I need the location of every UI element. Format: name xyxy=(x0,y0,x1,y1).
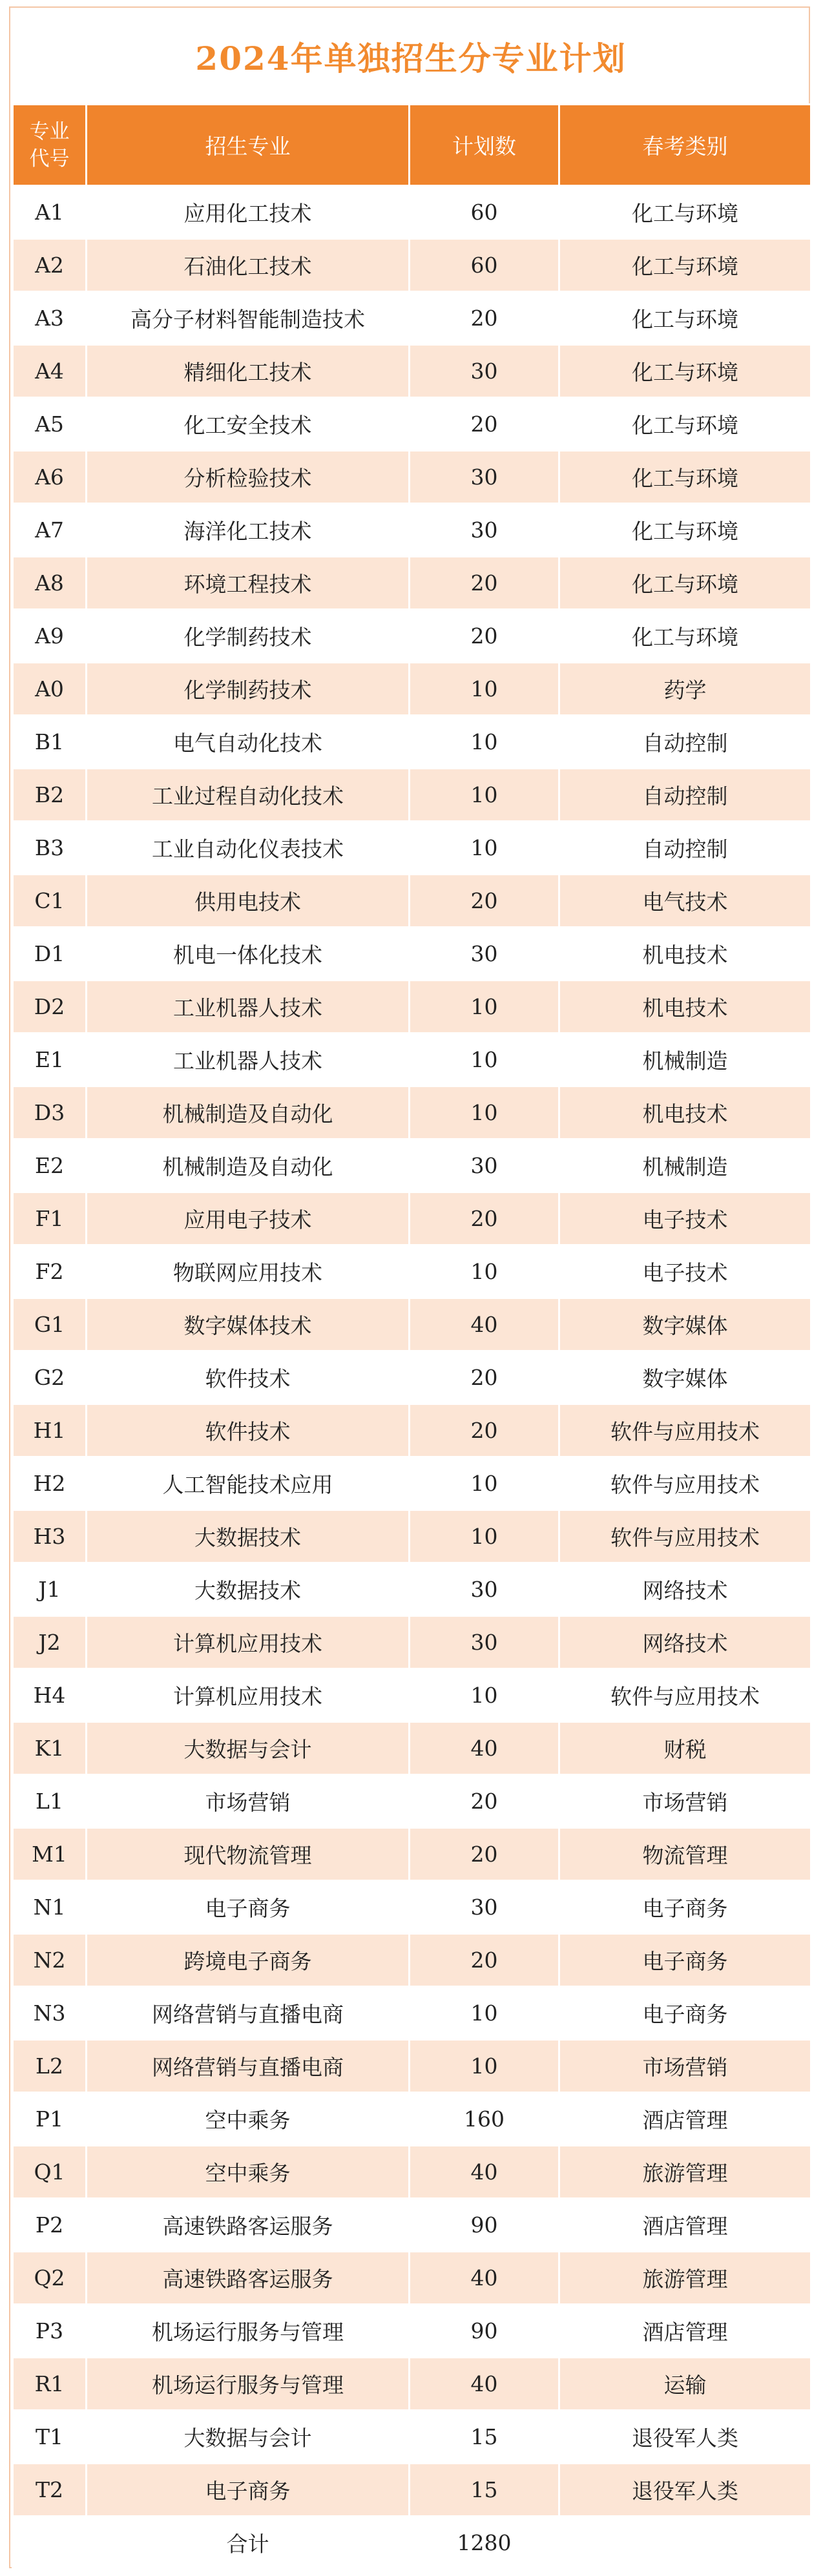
table-row xyxy=(13,1775,811,1828)
cell-category: 旅游管理 xyxy=(559,2146,811,2199)
table-row xyxy=(13,928,811,981)
cell-code: H2 xyxy=(13,1457,87,1510)
cell-code: A7 xyxy=(13,504,87,557)
table-row xyxy=(13,716,811,769)
cell-code: R1 xyxy=(13,2358,87,2411)
table-row xyxy=(13,875,811,928)
table-body xyxy=(13,186,811,2570)
table-row xyxy=(13,1139,811,1192)
cell-category: 酒店管理 xyxy=(559,2199,811,2252)
table-row xyxy=(13,981,811,1034)
cell-count: 10 xyxy=(410,822,559,875)
cell-code: A1 xyxy=(13,186,87,239)
table-row xyxy=(13,1563,811,1616)
table-row xyxy=(13,2252,811,2305)
cell-count: 30 xyxy=(410,1881,559,1934)
header-code xyxy=(13,105,87,186)
cell-count: 30 xyxy=(410,1616,559,1669)
cell-major: 工业机器人技术 xyxy=(87,981,410,1034)
cell-category: 电子商务 xyxy=(559,1881,811,1934)
table-row xyxy=(13,1245,811,1298)
cell-major: 计算机应用技术 xyxy=(87,1669,410,1722)
cell-code: B3 xyxy=(13,822,87,875)
cell-major: 高分子材料智能制造技术 xyxy=(87,292,410,345)
table-row xyxy=(13,822,811,875)
cell-category: 机电技术 xyxy=(559,1086,811,1139)
cell-major: 化学制药技术 xyxy=(87,663,410,716)
cell-major: 工业机器人技术 xyxy=(87,1034,410,1086)
cell-code: D1 xyxy=(13,928,87,981)
cell-count: 10 xyxy=(410,2040,559,2093)
table-row xyxy=(13,1457,811,1510)
cell-major: 市场营销 xyxy=(87,1775,410,1828)
table-row xyxy=(13,1086,811,1139)
cell-category: 自动控制 xyxy=(559,822,811,875)
cell-count: 40 xyxy=(410,2358,559,2411)
cell-category: 电气技术 xyxy=(559,875,811,928)
table-row xyxy=(13,1616,811,1669)
cell-major: 网络营销与直播电商 xyxy=(87,1987,410,2040)
cell-count: 30 xyxy=(410,928,559,981)
cell-category: 软件与应用技术 xyxy=(559,1404,811,1457)
cell-total-label: 合计 xyxy=(87,2517,410,2570)
cell-major: 工业过程自动化技术 xyxy=(87,769,410,822)
header-category: 春考类别 xyxy=(559,105,811,186)
cell-code: G1 xyxy=(13,1298,87,1351)
cell-code: F2 xyxy=(13,1245,87,1298)
cell-category: 化工与环境 xyxy=(559,345,811,398)
cell-category: 数字媒体 xyxy=(559,1351,811,1404)
cell-count: 30 xyxy=(410,345,559,398)
cell-major: 机电一体化技术 xyxy=(87,928,410,981)
cell-category: 软件与应用技术 xyxy=(559,1669,811,1722)
cell-count: 10 xyxy=(410,1669,559,1722)
table-row xyxy=(13,2358,811,2411)
cell-total-empty-end xyxy=(559,2517,811,2570)
cell-count: 20 xyxy=(410,1828,559,1881)
cell-count: 20 xyxy=(410,1404,559,1457)
cell-code: A4 xyxy=(13,345,87,398)
cell-code: Q2 xyxy=(13,2252,87,2305)
cell-code: Q1 xyxy=(13,2146,87,2199)
table-row xyxy=(13,557,811,610)
cell-major: 软件技术 xyxy=(87,1351,410,1404)
header-major: 招生专业 xyxy=(87,105,410,186)
cell-code: P1 xyxy=(13,2093,87,2146)
cell-major: 精细化工技术 xyxy=(87,345,410,398)
cell-count: 30 xyxy=(410,1139,559,1192)
cell-count: 10 xyxy=(410,1245,559,1298)
cell-count: 20 xyxy=(410,610,559,663)
cell-major: 计算机应用技术 xyxy=(87,1616,410,1669)
cell-major: 机场运行服务与管理 xyxy=(87,2305,410,2358)
table-row xyxy=(13,610,811,663)
cell-category: 网络技术 xyxy=(559,1563,811,1616)
cell-category: 化工与环境 xyxy=(559,186,811,239)
cell-major: 海洋化工技术 xyxy=(87,504,410,557)
cell-count: 90 xyxy=(410,2305,559,2358)
cell-count: 40 xyxy=(410,2146,559,2199)
cell-category: 电子商务 xyxy=(559,1934,811,1987)
cell-category: 化工与环境 xyxy=(559,610,811,663)
cell-major: 环境工程技术 xyxy=(87,557,410,610)
table-row xyxy=(13,2411,811,2464)
cell-code: G2 xyxy=(13,1351,87,1404)
table-row xyxy=(13,1669,811,1722)
cell-count: 20 xyxy=(410,1351,559,1404)
cell-count: 40 xyxy=(410,1722,559,1775)
cell-category: 软件与应用技术 xyxy=(559,1457,811,1510)
cell-code: F1 xyxy=(13,1192,87,1245)
cell-code: E2 xyxy=(13,1139,87,1192)
cell-code: E1 xyxy=(13,1034,87,1086)
cell-count: 10 xyxy=(410,769,559,822)
table-row xyxy=(13,186,811,239)
cell-category: 化工与环境 xyxy=(559,239,811,292)
cell-count: 90 xyxy=(410,2199,559,2252)
cell-count: 20 xyxy=(410,1934,559,1987)
cell-category: 物流管理 xyxy=(559,1828,811,1881)
cell-total-empty xyxy=(13,2517,87,2570)
cell-code: L2 xyxy=(13,2040,87,2093)
table-row xyxy=(13,1510,811,1563)
cell-code: A0 xyxy=(13,663,87,716)
cell-category: 化工与环境 xyxy=(559,451,811,504)
cell-major: 应用电子技术 xyxy=(87,1192,410,1245)
enrollment-plan-table xyxy=(12,103,812,2570)
cell-category: 财税 xyxy=(559,1722,811,1775)
cell-count: 20 xyxy=(410,875,559,928)
table-row xyxy=(13,1351,811,1404)
cell-category: 化工与环境 xyxy=(559,557,811,610)
cell-major: 工业自动化仪表技术 xyxy=(87,822,410,875)
header-count: 计划数 xyxy=(410,105,559,186)
cell-major: 电子商务 xyxy=(87,2464,410,2517)
cell-major: 化学制药技术 xyxy=(87,610,410,663)
cell-count: 20 xyxy=(410,398,559,451)
cell-count: 40 xyxy=(410,1298,559,1351)
cell-major: 人工智能技术应用 xyxy=(87,1457,410,1510)
cell-major: 空中乘务 xyxy=(87,2146,410,2199)
cell-category: 软件与应用技术 xyxy=(559,1510,811,1563)
cell-code: H4 xyxy=(13,1669,87,1722)
table-row xyxy=(13,1722,811,1775)
cell-category: 运输 xyxy=(559,2358,811,2411)
cell-code: P3 xyxy=(13,2305,87,2358)
cell-category: 旅游管理 xyxy=(559,2252,811,2305)
cell-major: 机场运行服务与管理 xyxy=(87,2358,410,2411)
table-row xyxy=(13,2040,811,2093)
cell-count: 30 xyxy=(410,451,559,504)
cell-category: 市场营销 xyxy=(559,2040,811,2093)
cell-category: 市场营销 xyxy=(559,1775,811,1828)
cell-count: 15 xyxy=(410,2411,559,2464)
cell-count: 15 xyxy=(410,2464,559,2517)
cell-major: 分析检验技术 xyxy=(87,451,410,504)
table-row xyxy=(13,2093,811,2146)
cell-major: 大数据与会计 xyxy=(87,2411,410,2464)
cell-code: D3 xyxy=(13,1086,87,1139)
cell-major: 化工安全技术 xyxy=(87,398,410,451)
cell-count: 10 xyxy=(410,1086,559,1139)
cell-category: 自动控制 xyxy=(559,716,811,769)
cell-code: J1 xyxy=(13,1563,87,1616)
cell-code: N3 xyxy=(13,1987,87,2040)
cell-code: L1 xyxy=(13,1775,87,1828)
cell-category: 化工与环境 xyxy=(559,292,811,345)
cell-code: A9 xyxy=(13,610,87,663)
table-row xyxy=(13,1192,811,1245)
cell-category: 机械制造 xyxy=(559,1034,811,1086)
cell-code: K1 xyxy=(13,1722,87,1775)
cell-code: A5 xyxy=(13,398,87,451)
cell-count: 10 xyxy=(410,663,559,716)
cell-major: 机械制造及自动化 xyxy=(87,1139,410,1192)
table-row xyxy=(13,451,811,504)
cell-count: 40 xyxy=(410,2252,559,2305)
cell-count: 10 xyxy=(410,1034,559,1086)
table-row xyxy=(13,2199,811,2252)
cell-count: 10 xyxy=(410,1510,559,1563)
table-row xyxy=(13,663,811,716)
table-row xyxy=(13,769,811,822)
table-row xyxy=(13,504,811,557)
cell-major: 高速铁路客运服务 xyxy=(87,2252,410,2305)
cell-count: 20 xyxy=(410,1192,559,1245)
cell-count: 20 xyxy=(410,557,559,610)
cell-code: P2 xyxy=(13,2199,87,2252)
cell-code: D2 xyxy=(13,981,87,1034)
total-row xyxy=(13,2517,811,2570)
table-row xyxy=(13,292,811,345)
cell-category: 电子商务 xyxy=(559,1987,811,2040)
header-code-line1: 专业 xyxy=(29,119,70,143)
cell-count: 10 xyxy=(410,981,559,1034)
cell-major: 供用电技术 xyxy=(87,875,410,928)
cell-major: 软件技术 xyxy=(87,1404,410,1457)
cell-code: T1 xyxy=(13,2411,87,2464)
cell-count: 10 xyxy=(410,1987,559,2040)
cell-category: 化工与环境 xyxy=(559,504,811,557)
cell-code: J2 xyxy=(13,1616,87,1669)
cell-major: 网络营销与直播电商 xyxy=(87,2040,410,2093)
cell-category: 机电技术 xyxy=(559,981,811,1034)
cell-count: 60 xyxy=(410,186,559,239)
cell-major: 应用化工技术 xyxy=(87,186,410,239)
cell-major: 物联网应用技术 xyxy=(87,1245,410,1298)
cell-code: A2 xyxy=(13,239,87,292)
cell-count: 10 xyxy=(410,716,559,769)
cell-category: 化工与环境 xyxy=(559,398,811,451)
table-header-row xyxy=(13,105,811,186)
cell-major: 电子商务 xyxy=(87,1881,410,1934)
table-row xyxy=(13,2146,811,2199)
cell-code: H1 xyxy=(13,1404,87,1457)
cell-category: 退役军人类 xyxy=(559,2411,811,2464)
cell-code: B2 xyxy=(13,769,87,822)
page-title: 2024年单独招生分专业计划 xyxy=(195,39,627,78)
cell-category: 酒店管理 xyxy=(559,2305,811,2358)
cell-category: 电子技术 xyxy=(559,1192,811,1245)
cell-code: A8 xyxy=(13,557,87,610)
cell-category: 机械制造 xyxy=(559,1139,811,1192)
cell-major: 跨境电子商务 xyxy=(87,1934,410,1987)
cell-major: 现代物流管理 xyxy=(87,1828,410,1881)
cell-category: 药学 xyxy=(559,663,811,716)
cell-code: H3 xyxy=(13,1510,87,1563)
cell-major: 数字媒体技术 xyxy=(87,1298,410,1351)
cell-code: M1 xyxy=(13,1828,87,1881)
cell-count: 60 xyxy=(410,239,559,292)
cell-category: 自动控制 xyxy=(559,769,811,822)
header-code-line2: 代号 xyxy=(29,147,70,171)
cell-major: 高速铁路客运服务 xyxy=(87,2199,410,2252)
cell-count: 20 xyxy=(410,292,559,345)
cell-count: 30 xyxy=(410,1563,559,1616)
cell-major: 机械制造及自动化 xyxy=(87,1086,410,1139)
cell-major: 电气自动化技术 xyxy=(87,716,410,769)
cell-code: T2 xyxy=(13,2464,87,2517)
cell-major: 大数据技术 xyxy=(87,1563,410,1616)
cell-category: 网络技术 xyxy=(559,1616,811,1669)
cell-category: 酒店管理 xyxy=(559,2093,811,2146)
cell-category: 数字媒体 xyxy=(559,1298,811,1351)
cell-code: N2 xyxy=(13,1934,87,1987)
cell-category: 退役军人类 xyxy=(559,2464,811,2517)
table-row xyxy=(13,239,811,292)
table-row xyxy=(13,2464,811,2517)
table-row xyxy=(13,1034,811,1086)
cell-major: 大数据与会计 xyxy=(87,1722,410,1775)
cell-code: A6 xyxy=(13,451,87,504)
cell-count: 160 xyxy=(410,2093,559,2146)
table-row xyxy=(13,1987,811,2040)
cell-count: 20 xyxy=(410,1775,559,1828)
table-row xyxy=(13,1404,811,1457)
cell-category: 机电技术 xyxy=(559,928,811,981)
cell-count: 10 xyxy=(410,1457,559,1510)
cell-major: 大数据技术 xyxy=(87,1510,410,1563)
table-row xyxy=(13,1881,811,1934)
cell-major: 石油化工技术 xyxy=(87,239,410,292)
cell-count: 30 xyxy=(410,504,559,557)
cell-code: B1 xyxy=(13,716,87,769)
table-row xyxy=(13,398,811,451)
table-row xyxy=(13,345,811,398)
cell-code: N1 xyxy=(13,1881,87,1934)
cell-code: C1 xyxy=(13,875,87,928)
cell-category: 电子技术 xyxy=(559,1245,811,1298)
table-row xyxy=(13,1828,811,1881)
cell-code: A3 xyxy=(13,292,87,345)
table-row xyxy=(13,2305,811,2358)
table-row xyxy=(13,1298,811,1351)
cell-major: 空中乘务 xyxy=(87,2093,410,2146)
cell-total-count: 1280 xyxy=(410,2517,559,2570)
table-row xyxy=(13,1934,811,1987)
